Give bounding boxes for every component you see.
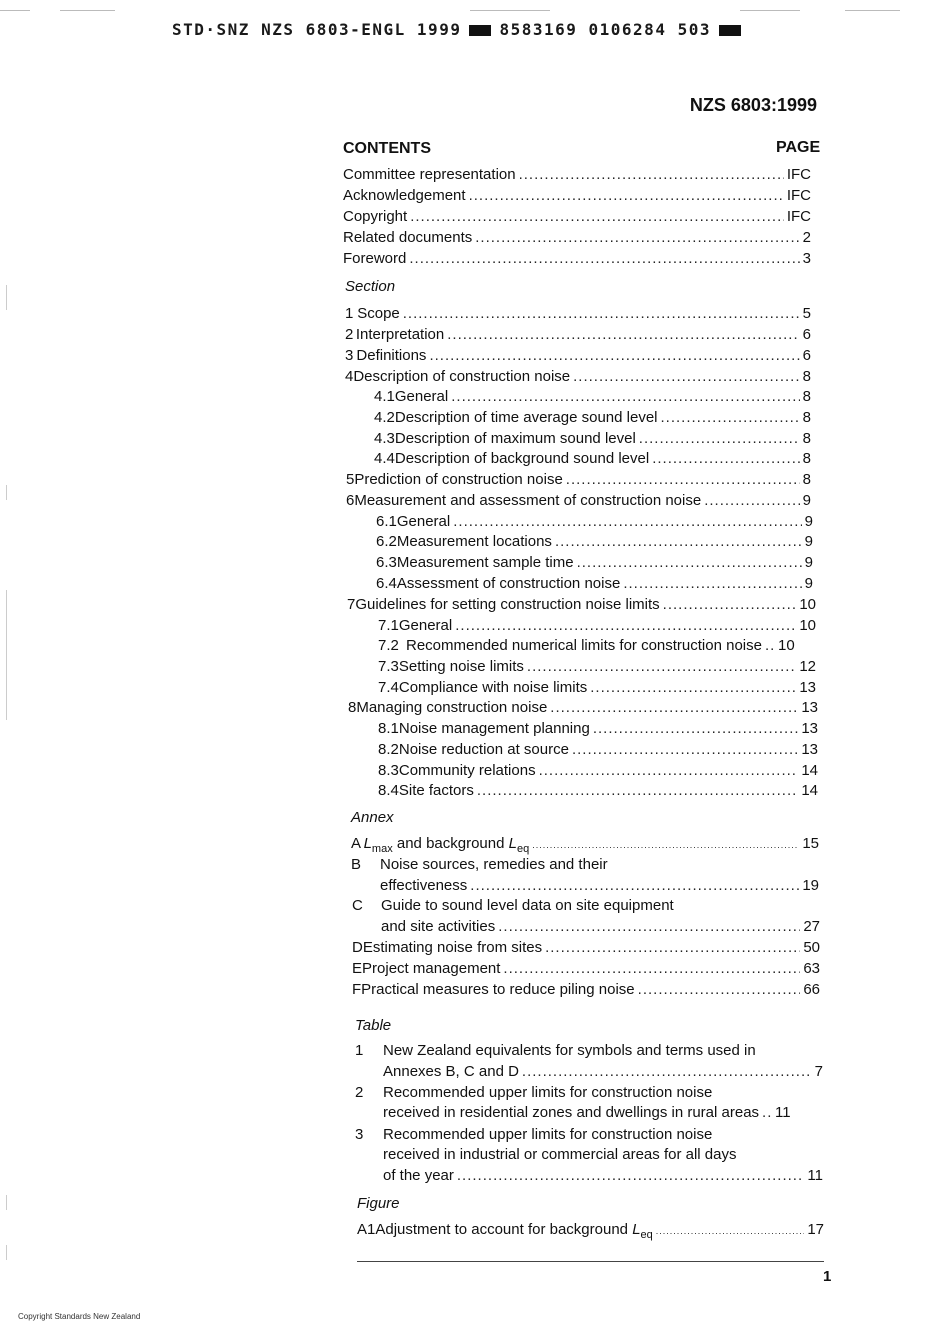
toc-section[interactable]: 3 Definitions ..... 6 [345, 347, 811, 365]
toc-subsection[interactable]: 8.2 Noise reduction at source ..... 13 [378, 741, 818, 759]
toc-annex[interactable]: F Practical measures to reduce piling noise ..... 66 [352, 981, 820, 999]
toc-entry[interactable]: Copyright ..... IFC [343, 208, 811, 226]
toc-annex[interactable]: D Estimating noise from sites ..... 50 [352, 939, 820, 957]
page-column-heading: PAGE [776, 139, 821, 156]
contents-heading: CONTENTS [343, 140, 431, 157]
toc-subsection[interactable]: 4.2 Description of time average sound level ..... 8 [374, 409, 811, 427]
toc-section[interactable]: 2 Interpretation ..... 6 [345, 326, 811, 344]
table-label: Table [355, 1017, 392, 1034]
toc-subsection[interactable]: 4.4 Description of background sound level ..... 8 [374, 450, 811, 468]
toc-entry[interactable]: Acknowledgement ..... IFC [343, 187, 811, 205]
toc-subsection[interactable]: 4.3 Description of maximum sound level ..... 8 [374, 430, 811, 448]
toc-table-continuation[interactable]: received in residential zones and dwellings in rural areas ..... 11 [383, 1104, 823, 1122]
standard-number: NZS 6803:1999 [689, 95, 817, 115]
page-number: 1 [823, 1268, 832, 1285]
toc-entry[interactable]: Foreword ..... 3 [343, 250, 811, 268]
toc-subsection[interactable]: 6.3 Measurement sample time ..... 9 [376, 554, 813, 572]
toc-annex-c[interactable]: C Guide to sound level data on site equipment [352, 897, 674, 914]
toc-table-1[interactable]: 1 New Zealand equivalents for symbols and terms used in [355, 1042, 756, 1059]
toc-subsection[interactable]: 8.4 Site factors ..... 14 [378, 782, 818, 800]
footer-rule [357, 1261, 824, 1262]
toc-subsection[interactable]: 7.2 Recommended numerical limits for construction noise ..... 10 [378, 637, 816, 655]
toc-subsection[interactable]: 8.3 Community relations ..... 14 [378, 762, 818, 780]
scan-mark [6, 1245, 7, 1260]
scan-mark [6, 590, 7, 720]
toc-subsection[interactable]: 6.1 General ..... 9 [376, 513, 813, 531]
toc-annex-continuation[interactable]: effectiveness ..... 19 [380, 877, 819, 895]
scan-mark [6, 285, 7, 310]
toc-subsection[interactable]: 6.2 Measurement locations ..... 9 [376, 533, 813, 551]
toc-section[interactable]: 8 Managing construction noise ..... 13 [348, 699, 818, 717]
toc-subsection[interactable]: 7.1 General ..... 10 [378, 617, 816, 635]
toc-section[interactable]: 6 Measurement and assessment of construction noise ..... 9 [346, 492, 811, 510]
toc-annex[interactable]: A $L_{max}$ and background $L_{eq}$ ..... 15 [351, 835, 819, 854]
scan-mark [6, 1195, 7, 1210]
toc-section[interactable]: 1 Scope ..... 5 [345, 305, 811, 323]
toc-table-continuation[interactable]: Annexes B, C and D ..... 7 [383, 1063, 823, 1081]
doc-code-left: STD·SNZ NZS 6803-ENGL 1999 [172, 20, 462, 39]
redaction-block-2 [719, 25, 741, 36]
doc-code-right: 8583169 0106284 503 [499, 20, 711, 39]
toc-section[interactable]: 7 Guidelines for setting construction noise limits ..... 10 [347, 596, 816, 614]
toc-table-continuation[interactable]: of the year ..... 11 [383, 1167, 823, 1185]
toc-subsection[interactable]: 7.3 Setting noise limits ..... 12 [378, 658, 816, 676]
toc-entry[interactable]: Related documents ..... 2 [343, 229, 811, 247]
redaction-block-1 [469, 25, 491, 36]
toc-table-2[interactable]: 2 Recommended upper limits for construction noise [355, 1084, 713, 1101]
annex-label: Annex [351, 809, 394, 826]
figure-label: Figure [357, 1195, 400, 1212]
toc-annex-continuation[interactable]: and site activities ..... 27 [381, 918, 820, 936]
toc-subsection[interactable]: 4.1 General ..... 8 [374, 388, 811, 406]
section-label: Section [345, 278, 396, 295]
toc-entry[interactable]: Committee representation ..... IFC [343, 166, 811, 184]
toc-table-continuation[interactable]: received in industrial or commercial areas for all days [383, 1146, 737, 1163]
document-code-header [172, 20, 749, 39]
toc-table-3[interactable]: 3 Recommended upper limits for construction noise [355, 1126, 713, 1143]
toc-annex-b[interactable]: B Noise sources, remedies and their [351, 856, 608, 873]
copyright-notice: Copyright Standards New Zealand [18, 1312, 141, 1321]
toc-section[interactable]: 4 Description of construction noise ..... 8 [345, 368, 811, 386]
toc-figure[interactable]: A1 Adjustment to account for background $L_{eq}$ ..... 17 [357, 1221, 824, 1240]
toc-subsection[interactable]: 8.1 Noise management planning ..... 13 [378, 720, 818, 738]
toc-annex[interactable]: E Project management ..... 63 [352, 960, 820, 978]
toc-subsection[interactable]: 6.4 Assessment of construction noise ..... 9 [376, 575, 813, 593]
top-rule [0, 10, 950, 11]
toc-section[interactable]: 5 Prediction of construction noise ..... 8 [346, 471, 811, 489]
toc-subsection[interactable]: 7.4 Compliance with noise limits ..... 13 [378, 679, 816, 697]
scan-mark [6, 485, 7, 500]
